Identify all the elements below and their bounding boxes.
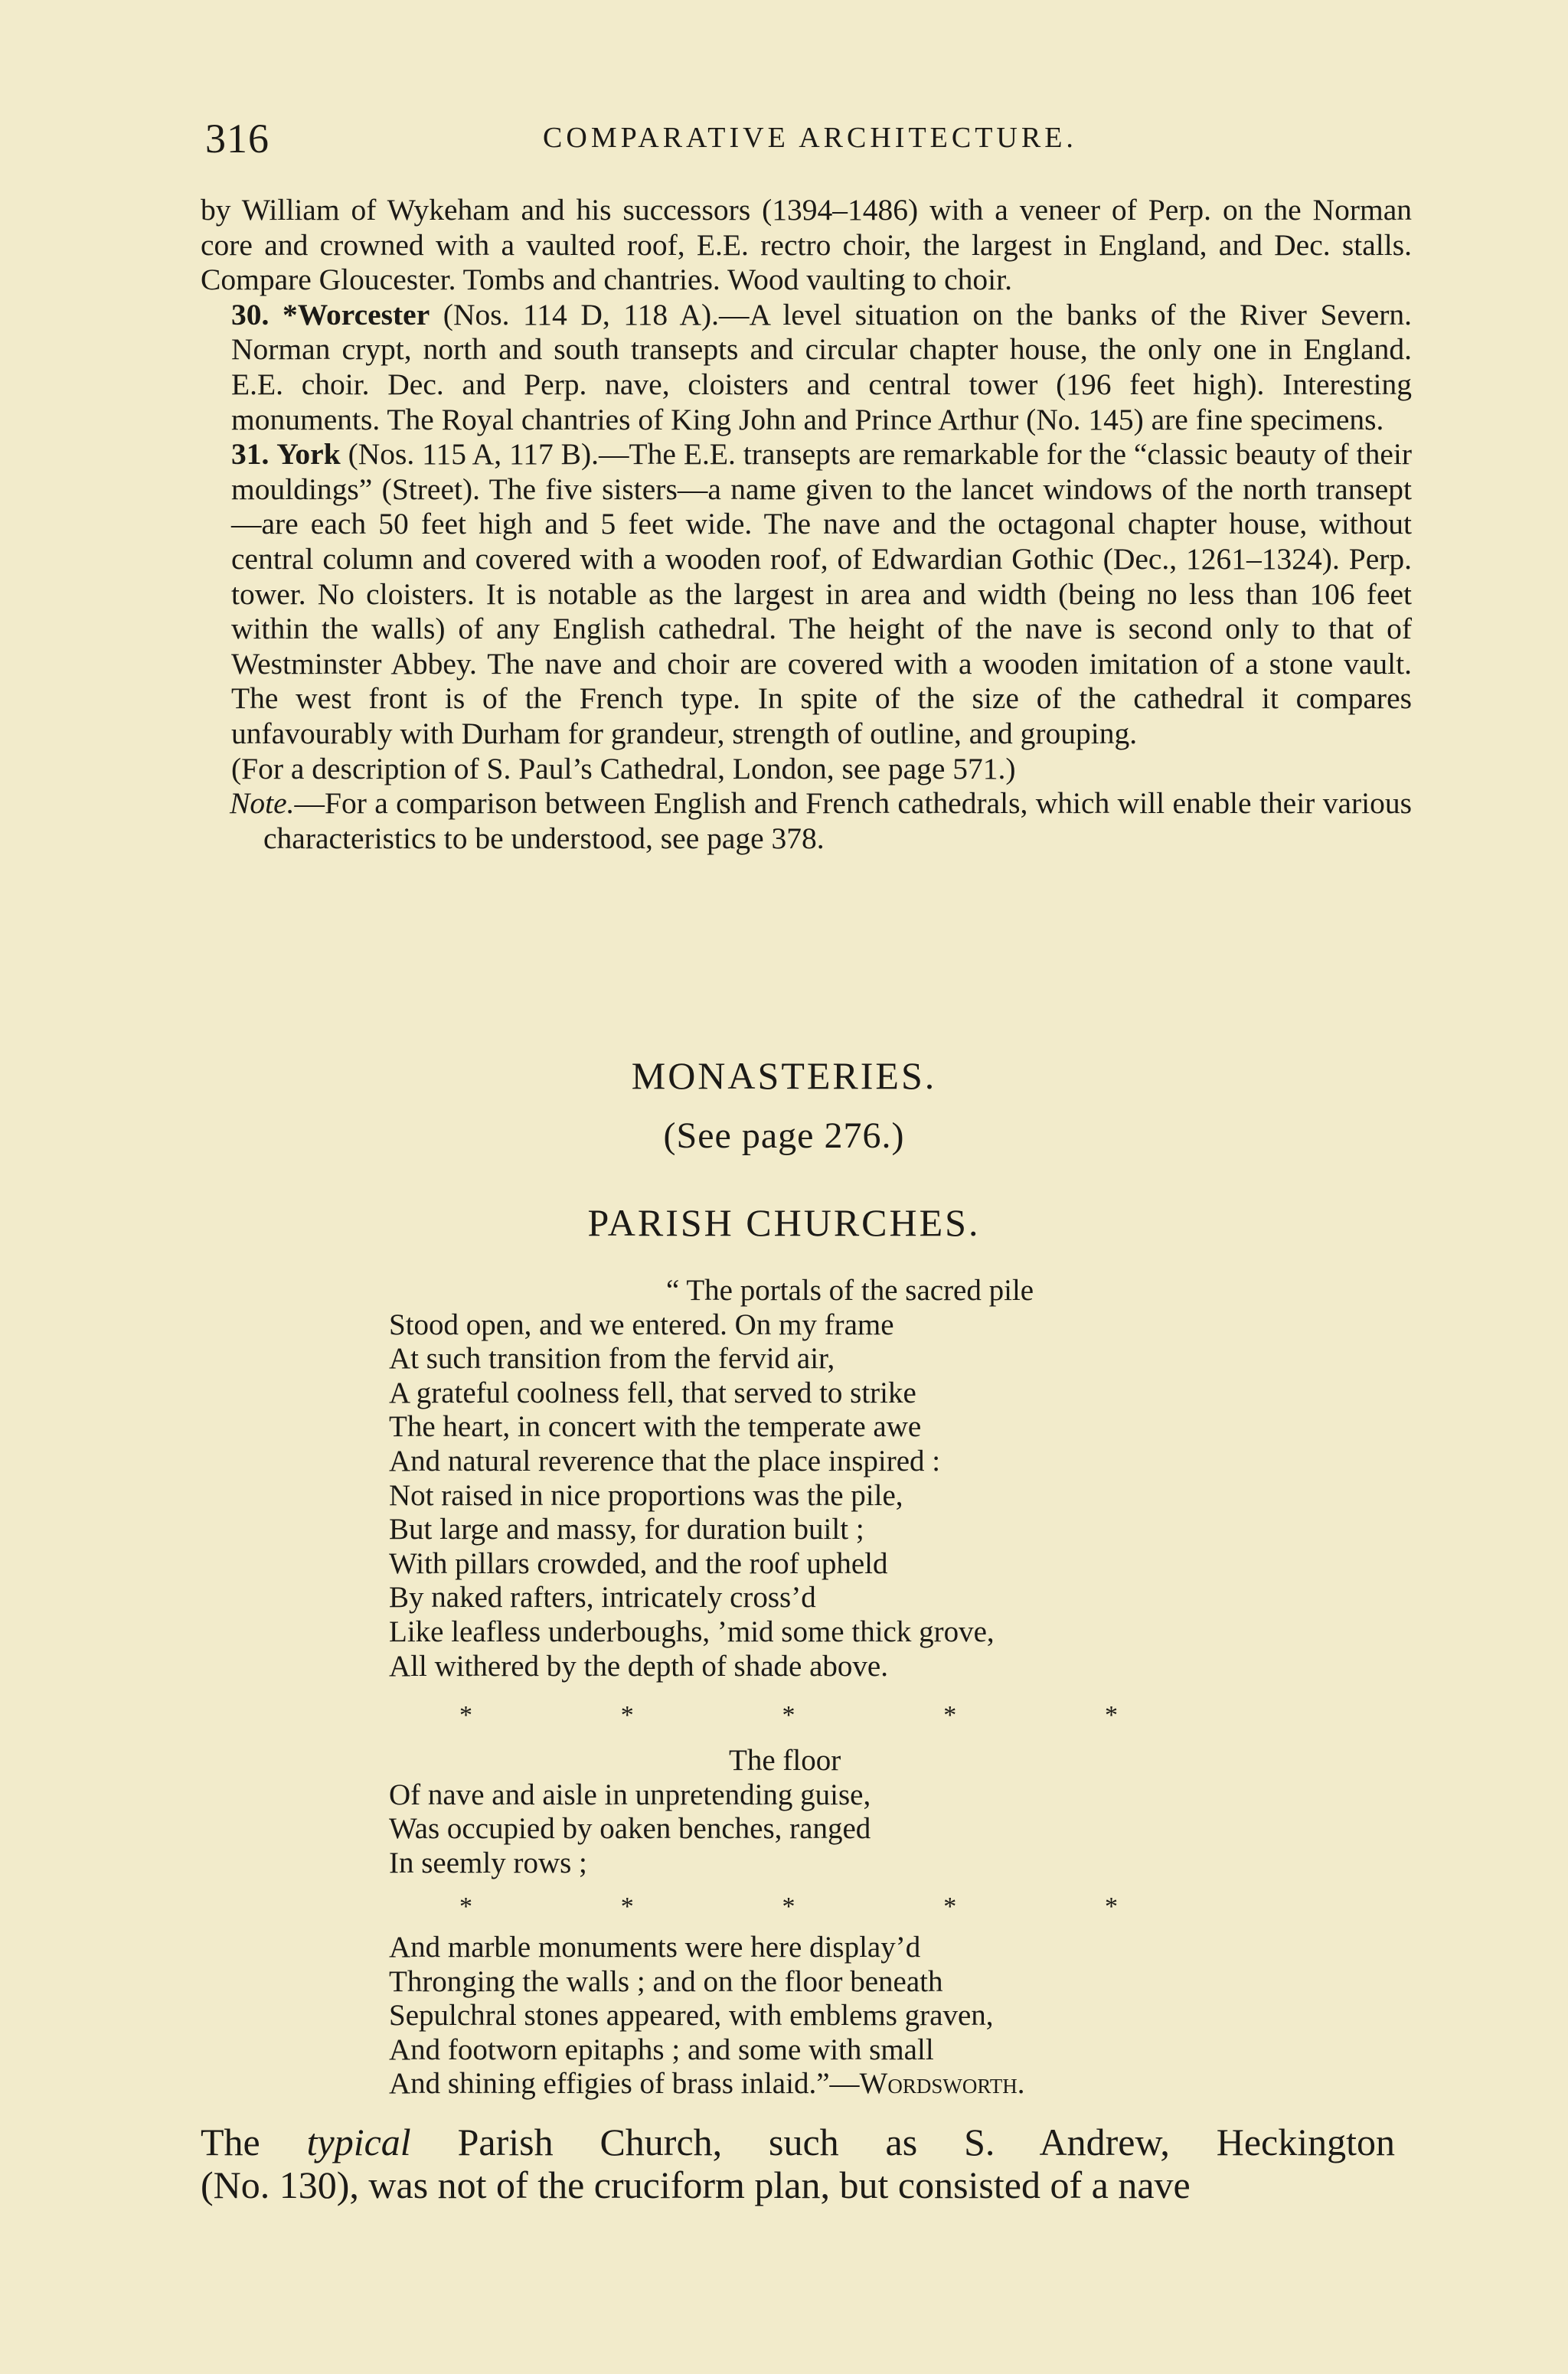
entry-text: (Nos. 115 A, 117 B).—The E.E. transepts are remarkable for the “classic beauty of their mouldings” (Street). The five sisters—a name given to the lancet windows of the north transept—are each 50 feet high and 5 feet wide. The nave and the octagonal chapter house, without central column and covered with a wooden roof, of Edwardian Gothic (Dec., 1261–1324). Perp. tower. No cloisters. It is notable as the largest in area and width (being no less than 106 feet within the walls) of any English cathedral. The height of the nave is second only to that of Westminster Abbey. The nave and choir are covered with a wooden imitation of a stone vault. The west front is of the French type. In spite of the size of the cathedral it compares unfavourably with Durham for grandeur, strength of outline, and grouping. bbox=[231, 437, 1412, 750]
poem-line: Sepulchral stones appeared, with emblems graven, bbox=[389, 1999, 994, 2033]
entry-title: *Worcester bbox=[282, 297, 430, 331]
closing-line-1 bbox=[201, 2121, 1395, 2163]
star: * bbox=[943, 1701, 957, 1729]
entry-number: 30. bbox=[231, 297, 270, 331]
paragraph-worcester bbox=[201, 298, 1412, 437]
entry-text: (Nos. 114 D, 118 A).—A level situation on the banks of the River Severn. Norman crypt, north and south transepts and circular chapter house, the only one in England. E.E. choir. Dec. and Perp. nave, cloisters and central tower (196 feet high). Interesting monuments. The Royal chantries of King John and Prince Arthur (No. 145) are fine specimens. bbox=[231, 297, 1413, 436]
poem-line: The heart, in concert with the temperate awe bbox=[389, 1410, 922, 1444]
poem-stanza-2 bbox=[389, 1744, 1231, 1880]
poem-stanza-3 bbox=[389, 1931, 1231, 2101]
poem-line: Thronging the walls ; and on the floor beneath bbox=[389, 1964, 943, 1998]
paragraph-winchester-continued: by William of Wykeham and his successors (1394–1486) with a veneer of Perp. on the Norman core and crowned with a vaulted roof, E.E. rectro choir, the largest in England, and Dec. stalls. Compare Gloucester. Tombs and chantries. Wood vaulting to choir. bbox=[201, 193, 1412, 297]
poem-line: All withered by the depth of shade above. bbox=[389, 1649, 888, 1683]
note-text: —For a comparison between English and French cathedrals, which will enable their various characteristics to be understood, see page 378. bbox=[263, 786, 1412, 855]
paragraph-york bbox=[201, 437, 1412, 751]
heading-see-page: (See page 276.) bbox=[663, 1115, 905, 1156]
poem-line: By naked rafters, intricately cross’d bbox=[389, 1581, 816, 1615]
poem-line: Like leafless underboughs, ’mid some thick grove, bbox=[389, 1615, 995, 1648]
body-text bbox=[201, 193, 1412, 856]
heading-monasteries: MONASTERIES. bbox=[631, 1054, 937, 1097]
note-label: Note. bbox=[230, 786, 295, 821]
star: * bbox=[1105, 1701, 1118, 1729]
closing-text: The bbox=[201, 2121, 307, 2163]
star-separator bbox=[459, 1892, 1118, 1922]
poem-line: Not raised in nice proportions was the pile, bbox=[389, 1478, 903, 1512]
paragraph-st-paul-reference: (For a description of S. Paul’s Cathedral, London, see page 571.) bbox=[231, 751, 1016, 785]
running-head: COMPARATIVE ARCHITECTURE. bbox=[543, 122, 1077, 154]
paragraph-note bbox=[201, 786, 1412, 856]
entry-title: York bbox=[276, 437, 341, 472]
page-number: 316 bbox=[205, 116, 270, 162]
star-separator bbox=[459, 1701, 1118, 1730]
poem-line: Was occupied by oaken benches, ranged bbox=[389, 1812, 871, 1846]
poem-line: Stood open, and we entered. On my frame bbox=[389, 1308, 894, 1341]
poem-line: “ The portals of the sacred pile bbox=[666, 1274, 1034, 1307]
star: * bbox=[459, 1701, 472, 1729]
star: * bbox=[620, 1892, 634, 1921]
poem-line: The floor bbox=[729, 1744, 841, 1777]
entry-number: 31. bbox=[231, 437, 270, 472]
star: * bbox=[459, 1892, 472, 1921]
star: * bbox=[782, 1701, 795, 1729]
poem-line: With pillars crowded, and the roof upheld bbox=[389, 1546, 888, 1580]
page-header bbox=[205, 115, 1415, 168]
star: * bbox=[620, 1701, 634, 1729]
poem-line: And footworn epitaphs ; and some with small bbox=[389, 2033, 934, 2066]
poem-line-last bbox=[389, 2067, 1231, 2101]
heading-parish-churches: PARISH CHURCHES. bbox=[587, 1201, 981, 1244]
closing-line-2: (No. 130), was not of the cruciform plan, but consisted of a nave bbox=[201, 2163, 1191, 2206]
poem-line: A grateful coolness fell, that served to strike bbox=[389, 1376, 916, 1409]
closing-text: Parish Church, such as S. Andrew, Heckington bbox=[410, 2121, 1395, 2163]
star: * bbox=[782, 1892, 795, 1921]
poem-attribution: Wordsworth. bbox=[859, 2067, 1025, 2101]
poem-stanza-1 bbox=[389, 1274, 1231, 1683]
star: * bbox=[943, 1892, 957, 1921]
poem-line: In seemly rows ; bbox=[389, 1846, 587, 1879]
poem-line: And marble monuments were here display’d bbox=[389, 1931, 921, 1964]
poem-line: At such transition from the fervid air, bbox=[389, 1342, 835, 1376]
poem-line: But large and massy, for duration built ; bbox=[389, 1513, 864, 1546]
star: * bbox=[1105, 1892, 1118, 1921]
poem-line: Of nave and aisle in unpretending guise, bbox=[389, 1778, 871, 1811]
poem-line: And natural reverence that the place inspired : bbox=[389, 1444, 941, 1478]
poem-line-text: And shining effigies of brass inlaid.”— bbox=[389, 2067, 860, 2101]
closing-emphasis: typical bbox=[306, 2121, 411, 2163]
